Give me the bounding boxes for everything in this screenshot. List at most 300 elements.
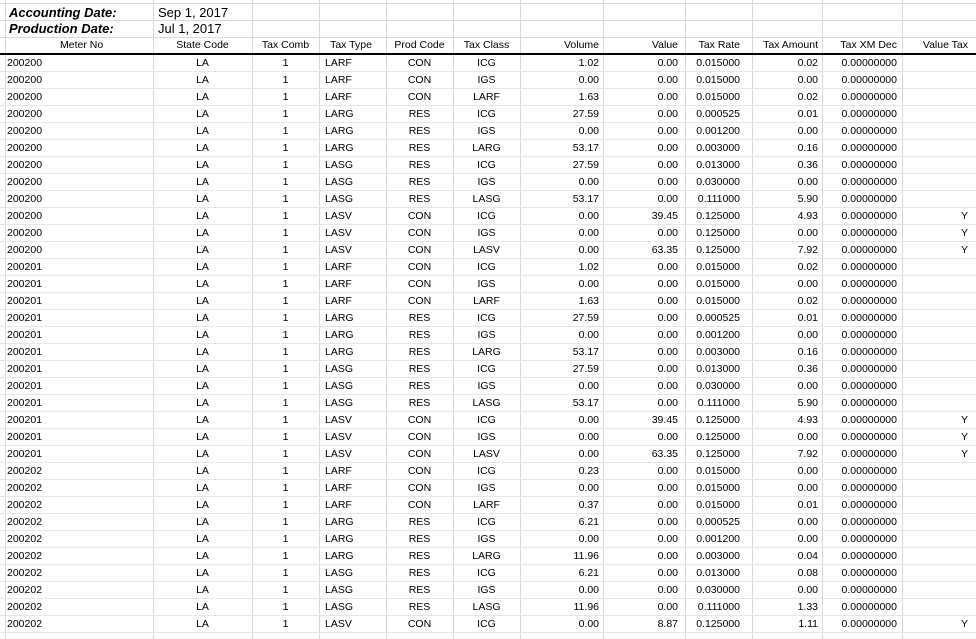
cell-volume[interactable]: 27.59 <box>572 108 599 120</box>
cell-volume[interactable]: 0.00 <box>578 414 599 426</box>
cell-prod-code[interactable]: RES <box>408 380 431 392</box>
cell-tax-xm-dec[interactable]: 0.00000000 <box>841 176 897 188</box>
cell-meter-no[interactable]: 200200 <box>7 57 43 69</box>
cell-tax-type[interactable]: LASG <box>325 363 354 375</box>
cell-tax-amount[interactable]: 0.08 <box>797 567 818 579</box>
cell-state-code[interactable]: LA <box>196 397 209 409</box>
cell-tax-rate[interactable]: 0.003000 <box>696 142 740 154</box>
cell-prod-code[interactable]: RES <box>408 516 431 528</box>
cell-value-tax[interactable]: Y <box>960 244 968 256</box>
cell-tax-comb[interactable]: 1 <box>282 312 289 324</box>
cell-prod-code[interactable]: CON <box>407 295 432 307</box>
cell-meter-no[interactable]: 200202 <box>7 482 43 494</box>
cell-value[interactable]: 0.00 <box>657 482 678 494</box>
cell-tax-xm-dec[interactable]: 0.00000000 <box>841 108 897 120</box>
cell-state-code[interactable]: LA <box>196 278 209 290</box>
cell-tax-type[interactable]: LASG <box>325 601 354 613</box>
cell-tax-comb[interactable]: 1 <box>282 125 289 137</box>
cell-tax-amount[interactable]: 0.02 <box>797 261 818 273</box>
cell-tax-class[interactable]: IGS <box>477 278 496 290</box>
cell-state-code[interactable]: LA <box>196 193 209 205</box>
cell-tax-comb[interactable]: 1 <box>282 176 289 188</box>
cell-meter-no[interactable]: 200202 <box>7 601 43 613</box>
cell-tax-comb[interactable]: 1 <box>282 74 289 86</box>
column-header-tax-type[interactable]: Tax Type <box>330 39 372 51</box>
cell-tax-rate[interactable]: 0.000525 <box>696 312 740 324</box>
cell-tax-class[interactable]: ICG <box>477 516 496 528</box>
cell-tax-amount[interactable]: 0.04 <box>797 550 818 562</box>
cell-meter-no[interactable]: 200201 <box>7 363 43 375</box>
cell-prod-code[interactable]: CON <box>407 448 432 460</box>
cell-tax-comb[interactable]: 1 <box>282 278 289 290</box>
cell-tax-rate[interactable]: 0.125000 <box>696 210 740 222</box>
cell-meter-no[interactable]: 200201 <box>7 448 43 460</box>
cell-tax-xm-dec[interactable]: 0.00000000 <box>841 618 897 630</box>
cell-prod-code[interactable]: CON <box>407 618 432 630</box>
cell-prod-code[interactable]: CON <box>407 91 432 103</box>
cell-tax-class[interactable]: ICG <box>477 312 496 324</box>
cell-value-tax[interactable] <box>902 599 968 616</box>
cell-tax-xm-dec[interactable]: 0.00000000 <box>841 431 897 443</box>
cell-tax-rate[interactable]: 0.001200 <box>696 329 740 341</box>
cell-tax-comb[interactable]: 1 <box>282 346 289 358</box>
column-header-prod-code[interactable]: Prod Code <box>394 39 445 51</box>
cell-tax-amount[interactable]: 0.00 <box>797 431 818 443</box>
cell-value[interactable]: 0.00 <box>657 363 678 375</box>
cell-tax-class[interactable]: LASV <box>473 448 500 460</box>
cell-meter-no[interactable]: 200202 <box>7 618 43 630</box>
cell-tax-amount[interactable]: 0.00 <box>797 227 818 239</box>
cell-prod-code[interactable]: RES <box>408 312 431 324</box>
cell-state-code[interactable]: LA <box>196 74 209 86</box>
cell-tax-class[interactable]: LARG <box>472 346 501 358</box>
cell-value[interactable]: 0.00 <box>657 329 678 341</box>
cell-tax-rate[interactable]: 0.125000 <box>696 618 740 630</box>
cell-tax-amount[interactable]: 0.00 <box>797 74 818 86</box>
cell-meter-no[interactable]: 200200 <box>7 210 43 222</box>
accounting-date-value[interactable]: Sep 1, 2017 <box>158 5 229 20</box>
cell-value-tax[interactable] <box>902 327 968 344</box>
cell-tax-class[interactable]: ICG <box>477 108 496 120</box>
cell-tax-xm-dec[interactable]: 0.00000000 <box>841 414 897 426</box>
cell-tax-rate[interactable]: 0.015000 <box>696 295 740 307</box>
cell-tax-comb[interactable]: 1 <box>282 363 289 375</box>
cell-tax-comb[interactable]: 1 <box>282 465 289 477</box>
cell-tax-xm-dec[interactable]: 0.00000000 <box>841 57 897 69</box>
cell-meter-no[interactable]: 200200 <box>7 74 43 86</box>
cell-tax-xm-dec[interactable]: 0.00000000 <box>841 74 897 86</box>
cell-tax-class[interactable]: LARF <box>473 295 500 307</box>
cell-value-tax[interactable]: Y <box>960 431 968 443</box>
cell-tax-amount[interactable]: 0.02 <box>797 57 818 69</box>
cell-tax-amount[interactable]: 0.01 <box>797 108 818 120</box>
cell-tax-class[interactable]: ICG <box>477 159 496 171</box>
cell-volume[interactable]: 53.17 <box>572 142 599 154</box>
cell-tax-class[interactable]: ICG <box>477 618 496 630</box>
column-header-tax-comb[interactable]: Tax Comb <box>261 39 310 51</box>
cell-tax-comb[interactable]: 1 <box>282 601 289 613</box>
cell-tax-comb[interactable]: 1 <box>282 108 289 120</box>
cell-tax-rate[interactable]: 0.001200 <box>696 533 740 545</box>
cell-value-tax[interactable] <box>902 157 968 174</box>
cell-tax-type[interactable]: LARG <box>325 142 354 154</box>
cell-state-code[interactable]: LA <box>196 91 209 103</box>
cell-tax-amount[interactable]: 5.90 <box>797 397 818 409</box>
cell-tax-rate[interactable]: 0.125000 <box>696 227 740 239</box>
cell-tax-comb[interactable]: 1 <box>282 431 289 443</box>
cell-value[interactable]: 0.00 <box>657 601 678 613</box>
cell-tax-amount[interactable]: 0.01 <box>797 499 818 511</box>
cell-tax-comb[interactable]: 1 <box>282 516 289 528</box>
cell-value[interactable]: 0.00 <box>657 380 678 392</box>
cell-tax-class[interactable]: ICG <box>477 465 496 477</box>
cell-value-tax[interactable] <box>902 463 968 480</box>
cell-prod-code[interactable]: RES <box>408 601 431 613</box>
cell-volume[interactable]: 0.00 <box>578 618 599 630</box>
cell-state-code[interactable]: LA <box>196 516 209 528</box>
column-header-state-code[interactable]: State Code <box>176 39 229 51</box>
cell-value-tax[interactable] <box>902 582 968 599</box>
cell-tax-rate[interactable]: 0.001200 <box>696 125 740 137</box>
cell-tax-rate[interactable]: 0.125000 <box>696 244 740 256</box>
cell-value-tax[interactable] <box>902 531 968 548</box>
cell-tax-amount[interactable]: 0.00 <box>797 278 818 290</box>
cell-value[interactable]: 0.00 <box>657 295 678 307</box>
cell-tax-comb[interactable]: 1 <box>282 550 289 562</box>
cell-value-tax[interactable] <box>902 310 968 327</box>
cell-state-code[interactable]: LA <box>196 499 209 511</box>
cell-volume[interactable]: 1.63 <box>578 295 599 307</box>
cell-meter-no[interactable]: 200201 <box>7 346 43 358</box>
cell-tax-xm-dec[interactable]: 0.00000000 <box>841 584 897 596</box>
cell-value[interactable]: 0.00 <box>657 312 678 324</box>
cell-prod-code[interactable]: CON <box>407 74 432 86</box>
cell-volume[interactable]: 0.00 <box>578 533 599 545</box>
cell-tax-amount[interactable]: 0.16 <box>797 142 818 154</box>
cell-tax-type[interactable]: LASG <box>325 584 354 596</box>
cell-tax-comb[interactable]: 1 <box>282 533 289 545</box>
cell-meter-no[interactable]: 200200 <box>7 244 43 256</box>
cell-tax-amount[interactable]: 4.93 <box>797 414 818 426</box>
cell-tax-amount[interactable]: 0.00 <box>797 465 818 477</box>
cell-tax-xm-dec[interactable]: 0.00000000 <box>841 278 897 290</box>
cell-volume[interactable]: 0.00 <box>578 74 599 86</box>
cell-tax-amount[interactable]: 0.02 <box>797 295 818 307</box>
cell-tax-amount[interactable]: 0.01 <box>797 312 818 324</box>
cell-value[interactable]: 0.00 <box>657 550 678 562</box>
cell-tax-comb[interactable]: 1 <box>282 210 289 222</box>
cell-volume[interactable]: 53.17 <box>572 397 599 409</box>
cell-tax-type[interactable]: LASV <box>325 244 352 256</box>
column-header-tax-xm-dec[interactable]: Tax XM Dec <box>840 39 897 51</box>
cell-value[interactable]: 0.00 <box>657 533 678 545</box>
cell-tax-rate[interactable]: 0.000525 <box>696 516 740 528</box>
cell-state-code[interactable]: LA <box>196 108 209 120</box>
cell-value[interactable]: 0.00 <box>657 567 678 579</box>
cell-tax-class[interactable]: LARF <box>473 499 500 511</box>
cell-tax-type[interactable]: LARG <box>325 550 354 562</box>
cell-state-code[interactable]: LA <box>196 550 209 562</box>
cell-volume[interactable]: 0.00 <box>578 329 599 341</box>
cell-tax-amount[interactable]: 0.00 <box>797 125 818 137</box>
cell-value[interactable]: 0.00 <box>657 108 678 120</box>
cell-tax-comb[interactable]: 1 <box>282 142 289 154</box>
cell-value[interactable]: 0.00 <box>657 57 678 69</box>
cell-tax-rate[interactable]: 0.003000 <box>696 550 740 562</box>
cell-tax-comb[interactable]: 1 <box>282 499 289 511</box>
cell-tax-xm-dec[interactable]: 0.00000000 <box>841 312 897 324</box>
cell-value[interactable]: 63.35 <box>651 244 678 256</box>
cell-tax-amount[interactable]: 0.00 <box>797 533 818 545</box>
cell-state-code[interactable]: LA <box>196 125 209 137</box>
cell-value-tax[interactable] <box>902 361 968 378</box>
cell-prod-code[interactable]: RES <box>408 397 431 409</box>
cell-volume[interactable]: 53.17 <box>572 346 599 358</box>
cell-tax-type[interactable]: LASG <box>325 397 354 409</box>
cell-tax-amount[interactable]: 0.36 <box>797 363 818 375</box>
cell-tax-amount[interactable]: 0.16 <box>797 346 818 358</box>
cell-tax-comb[interactable]: 1 <box>282 329 289 341</box>
cell-value-tax[interactable] <box>902 378 968 395</box>
cell-meter-no[interactable]: 200201 <box>7 295 43 307</box>
cell-tax-class[interactable]: LASG <box>472 601 501 613</box>
cell-tax-xm-dec[interactable]: 0.00000000 <box>841 295 897 307</box>
cell-state-code[interactable]: LA <box>196 295 209 307</box>
cell-tax-amount[interactable]: 4.93 <box>797 210 818 222</box>
cell-prod-code[interactable]: RES <box>408 550 431 562</box>
cell-tax-class[interactable]: IGS <box>477 380 496 392</box>
cell-state-code[interactable]: LA <box>196 533 209 545</box>
cell-tax-type[interactable]: LARF <box>325 499 352 511</box>
cell-tax-comb[interactable]: 1 <box>282 567 289 579</box>
cell-tax-xm-dec[interactable]: 0.00000000 <box>841 91 897 103</box>
cell-state-code[interactable]: LA <box>196 567 209 579</box>
cell-prod-code[interactable]: CON <box>407 210 432 222</box>
cell-prod-code[interactable]: RES <box>408 567 431 579</box>
cell-value[interactable]: 0.00 <box>657 397 678 409</box>
cell-prod-code[interactable]: RES <box>408 176 431 188</box>
cell-value[interactable]: 0.00 <box>657 584 678 596</box>
cell-tax-rate[interactable]: 0.003000 <box>696 346 740 358</box>
cell-volume[interactable]: 1.02 <box>578 57 599 69</box>
cell-value-tax[interactable] <box>902 259 968 276</box>
cell-tax-rate[interactable]: 0.013000 <box>696 363 740 375</box>
cell-tax-rate[interactable]: 0.015000 <box>696 261 740 273</box>
cell-tax-class[interactable]: ICG <box>477 261 496 273</box>
cell-tax-class[interactable]: IGS <box>477 584 496 596</box>
cell-state-code[interactable]: LA <box>196 261 209 273</box>
cell-value-tax[interactable] <box>902 344 968 361</box>
cell-tax-type[interactable]: LARF <box>325 465 352 477</box>
cell-state-code[interactable]: LA <box>196 618 209 630</box>
cell-meter-no[interactable]: 200202 <box>7 499 43 511</box>
cell-tax-xm-dec[interactable]: 0.00000000 <box>841 125 897 137</box>
cell-value[interactable]: 0.00 <box>657 176 678 188</box>
cell-meter-no[interactable]: 200201 <box>7 312 43 324</box>
cell-meter-no[interactable]: 200201 <box>7 278 43 290</box>
cell-volume[interactable]: 1.02 <box>578 261 599 273</box>
cell-volume[interactable]: 0.00 <box>578 227 599 239</box>
cell-state-code[interactable]: LA <box>196 380 209 392</box>
cell-volume[interactable]: 0.00 <box>578 380 599 392</box>
cell-tax-comb[interactable]: 1 <box>282 397 289 409</box>
cell-prod-code[interactable]: CON <box>407 465 432 477</box>
cell-tax-comb[interactable]: 1 <box>282 448 289 460</box>
cell-value-tax[interactable] <box>902 565 968 582</box>
cell-tax-type[interactable]: LASV <box>325 414 352 426</box>
cell-tax-xm-dec[interactable]: 0.00000000 <box>841 601 897 613</box>
cell-tax-rate[interactable]: 0.030000 <box>696 380 740 392</box>
cell-tax-type[interactable]: LARG <box>325 312 354 324</box>
cell-value[interactable]: 0.00 <box>657 346 678 358</box>
cell-tax-rate[interactable]: 0.015000 <box>696 91 740 103</box>
cell-tax-rate[interactable]: 0.111000 <box>697 397 740 409</box>
cell-tax-class[interactable]: IGS <box>477 329 496 341</box>
cell-state-code[interactable]: LA <box>196 465 209 477</box>
cell-tax-xm-dec[interactable]: 0.00000000 <box>841 499 897 511</box>
cell-prod-code[interactable]: CON <box>407 261 432 273</box>
cell-tax-type[interactable]: LARF <box>325 482 352 494</box>
cell-state-code[interactable]: LA <box>196 142 209 154</box>
cell-tax-xm-dec[interactable]: 0.00000000 <box>841 516 897 528</box>
cell-prod-code[interactable]: CON <box>407 482 432 494</box>
cell-tax-amount[interactable]: 0.00 <box>797 482 818 494</box>
cell-tax-rate[interactable]: 0.000525 <box>696 108 740 120</box>
cell-value-tax[interactable] <box>902 140 968 157</box>
cell-value[interactable]: 0.00 <box>657 278 678 290</box>
cell-tax-rate[interactable]: 0.030000 <box>696 584 740 596</box>
cell-value-tax[interactable]: Y <box>960 227 968 239</box>
cell-tax-type[interactable]: LARF <box>325 57 352 69</box>
cell-tax-xm-dec[interactable]: 0.00000000 <box>841 397 897 409</box>
cell-tax-rate[interactable]: 0.030000 <box>696 176 740 188</box>
cell-prod-code[interactable]: CON <box>407 499 432 511</box>
column-header-value[interactable]: Value <box>651 39 678 51</box>
cell-prod-code[interactable]: CON <box>407 431 432 443</box>
cell-tax-class[interactable]: LASV <box>473 244 500 256</box>
cell-tax-amount[interactable]: 0.00 <box>797 380 818 392</box>
cell-meter-no[interactable]: 200201 <box>7 261 43 273</box>
cell-prod-code[interactable]: RES <box>408 193 431 205</box>
cell-tax-type[interactable]: LARF <box>325 91 352 103</box>
cell-volume[interactable]: 0.00 <box>578 210 599 222</box>
cell-tax-type[interactable]: LARF <box>325 261 352 273</box>
cell-volume[interactable]: 11.96 <box>573 601 599 613</box>
cell-meter-no[interactable]: 200200 <box>7 91 43 103</box>
cell-tax-type[interactable]: LASG <box>325 567 354 579</box>
cell-meter-no[interactable]: 200200 <box>7 227 43 239</box>
cell-value-tax[interactable]: Y <box>960 618 968 630</box>
cell-tax-xm-dec[interactable]: 0.00000000 <box>841 363 897 375</box>
column-header-meter-no[interactable]: Meter No <box>60 39 104 51</box>
cell-tax-comb[interactable]: 1 <box>282 380 289 392</box>
cell-tax-comb[interactable]: 1 <box>282 618 289 630</box>
cell-meter-no[interactable]: 200201 <box>7 431 43 443</box>
cell-tax-rate[interactable]: 0.013000 <box>696 567 740 579</box>
cell-tax-rate[interactable]: 0.015000 <box>696 482 740 494</box>
cell-tax-comb[interactable]: 1 <box>282 295 289 307</box>
cell-value-tax[interactable] <box>902 514 968 531</box>
cell-meter-no[interactable]: 200201 <box>7 414 43 426</box>
cell-volume[interactable]: 0.00 <box>578 584 599 596</box>
cell-prod-code[interactable]: CON <box>407 227 432 239</box>
cell-value[interactable]: 39.45 <box>651 210 678 222</box>
cell-tax-type[interactable]: LARF <box>325 74 352 86</box>
cell-volume[interactable]: 0.00 <box>578 244 599 256</box>
cell-tax-class[interactable]: ICG <box>477 210 496 222</box>
cell-tax-class[interactable]: ICG <box>477 363 496 375</box>
cell-tax-amount[interactable]: 0.00 <box>797 584 818 596</box>
cell-state-code[interactable]: LA <box>196 159 209 171</box>
cell-tax-amount[interactable]: 7.92 <box>797 244 818 256</box>
cell-value[interactable]: 63.35 <box>651 448 678 460</box>
cell-tax-comb[interactable]: 1 <box>282 227 289 239</box>
cell-value[interactable]: 39.45 <box>651 414 678 426</box>
cell-tax-xm-dec[interactable]: 0.00000000 <box>841 380 897 392</box>
cell-value-tax[interactable] <box>902 174 968 191</box>
cell-volume[interactable]: 27.59 <box>572 363 599 375</box>
cell-tax-rate[interactable]: 0.125000 <box>696 431 740 443</box>
cell-meter-no[interactable]: 200202 <box>7 567 43 579</box>
cell-value-tax[interactable]: Y <box>960 210 968 222</box>
cell-prod-code[interactable]: RES <box>408 142 431 154</box>
cell-tax-amount[interactable]: 1.33 <box>797 601 818 613</box>
cell-tax-rate[interactable]: 0.013000 <box>696 159 740 171</box>
cell-prod-code[interactable]: RES <box>408 329 431 341</box>
cell-value-tax[interactable] <box>902 480 968 497</box>
cell-volume[interactable]: 0.00 <box>578 176 599 188</box>
cell-tax-comb[interactable]: 1 <box>282 414 289 426</box>
cell-tax-type[interactable]: LASV <box>325 227 352 239</box>
cell-tax-type[interactable]: LARF <box>325 278 352 290</box>
cell-value-tax[interactable] <box>902 395 968 412</box>
cell-value[interactable]: 0.00 <box>657 261 678 273</box>
cell-state-code[interactable]: LA <box>196 312 209 324</box>
cell-tax-amount[interactable]: 1.11 <box>798 618 818 630</box>
cell-tax-type[interactable]: LARG <box>325 329 354 341</box>
cell-tax-xm-dec[interactable]: 0.00000000 <box>841 227 897 239</box>
cell-tax-type[interactable]: LASG <box>325 159 354 171</box>
cell-tax-type[interactable]: LASG <box>325 380 354 392</box>
cell-prod-code[interactable]: RES <box>408 125 431 137</box>
cell-tax-type[interactable]: LARG <box>325 125 354 137</box>
cell-tax-class[interactable]: IGS <box>477 482 496 494</box>
cell-state-code[interactable]: LA <box>196 431 209 443</box>
cell-meter-no[interactable]: 200201 <box>7 380 43 392</box>
cell-state-code[interactable]: LA <box>196 346 209 358</box>
cell-volume[interactable]: 27.59 <box>572 312 599 324</box>
cell-volume[interactable]: 27.59 <box>572 159 599 171</box>
cell-tax-xm-dec[interactable]: 0.00000000 <box>841 533 897 545</box>
cell-meter-no[interactable]: 200200 <box>7 142 43 154</box>
cell-tax-class[interactable]: LARG <box>472 550 501 562</box>
cell-state-code[interactable]: LA <box>196 210 209 222</box>
cell-volume[interactable]: 0.00 <box>578 448 599 460</box>
cell-value-tax[interactable] <box>902 497 968 514</box>
cell-value-tax[interactable] <box>902 72 968 89</box>
cell-tax-amount[interactable]: 0.00 <box>797 329 818 341</box>
production-date-value[interactable]: Jul 1, 2017 <box>158 21 222 36</box>
cell-tax-xm-dec[interactable]: 0.00000000 <box>841 465 897 477</box>
cell-tax-class[interactable]: ICG <box>477 414 496 426</box>
column-header-tax-class[interactable]: Tax Class <box>463 39 510 51</box>
cell-tax-type[interactable]: LASG <box>325 193 354 205</box>
cell-tax-class[interactable]: IGS <box>477 176 496 188</box>
cell-value-tax[interactable] <box>902 106 968 123</box>
cell-tax-comb[interactable]: 1 <box>282 57 289 69</box>
cell-volume[interactable]: 6.21 <box>578 516 599 528</box>
cell-tax-xm-dec[interactable]: 0.00000000 <box>841 244 897 256</box>
